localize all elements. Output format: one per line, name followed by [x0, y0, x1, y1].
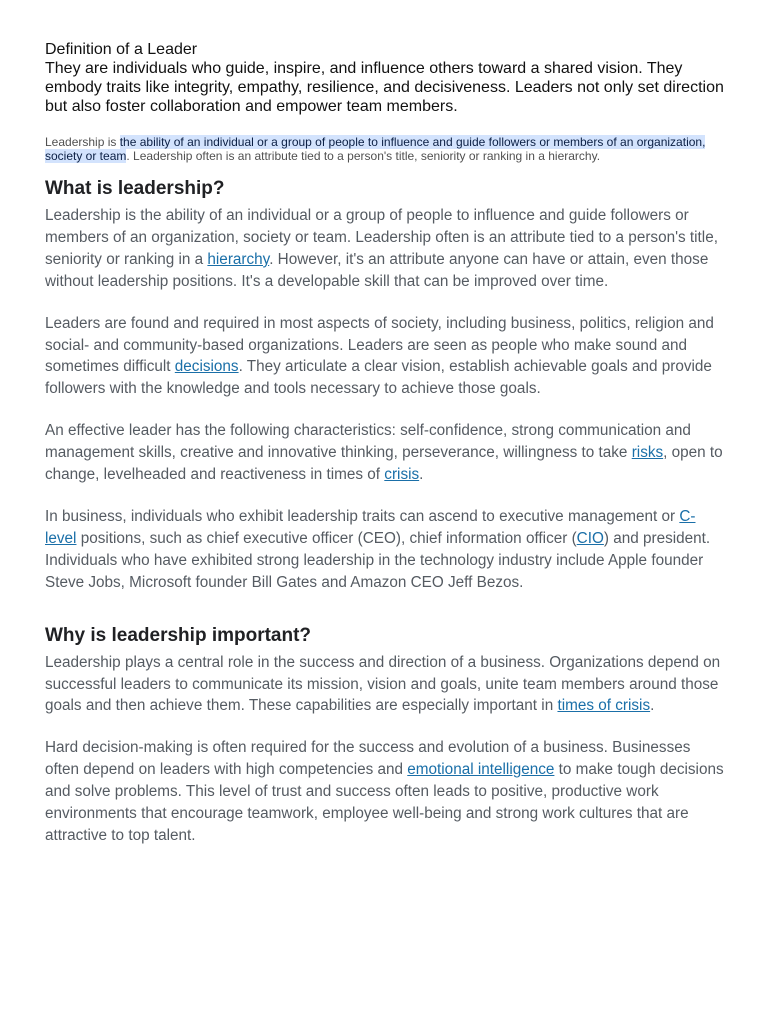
search-snippet [45, 135, 725, 163]
link-c-level[interactable]: C-level [45, 507, 696, 547]
link-crisis[interactable]: crisis [384, 466, 420, 484]
paragraph-text: Leadership plays a central role in the success and direction of a business. Organizations depend on successful leaders to communicate its mission, vision and goals, unite team members around those goals and then achieve them. These capabilities are especially important in [45, 653, 721, 715]
link-risks[interactable]: risks [631, 444, 664, 462]
paragraph-3 [45, 420, 725, 486]
paragraph-text: to make tough decisions and solve problems. This level of trust and success often leads to positive, productive work environments that encourage teamwork, employee well-being and strong work cultures that are attractive to top talent. [45, 761, 724, 844]
link-cio[interactable]: CIO [576, 529, 604, 547]
snippet-suffix: . Leadership often is an attribute tied to a person's title, seniority or ranking in a hierarchy. [126, 149, 601, 163]
paragraph-4 [45, 506, 725, 594]
heading-why-leadership-important: Why is leadership important? [45, 624, 312, 646]
link-hierarchy[interactable]: hierarchy [207, 250, 270, 268]
paragraph-text: Hard decision-making is often required for the success and evolution of a business. Businesses often depend on leaders with high competencies and [45, 739, 691, 779]
paragraph-5 [45, 652, 725, 718]
paragraph-text: In business, individuals who exhibit leadership traits can ascend to executive management or [45, 507, 680, 525]
paragraph-text: An effective leader has the following characteristics: self-confidence, strong communication and management skills, creative and innovative thinking, perseverance, willingness to take [45, 422, 691, 462]
paragraph-text: positions, such as chief executive officer (CEO), chief information officer ( [76, 529, 577, 547]
definition-body: They are individuals who guide, inspire, and influence others toward a shared vision. They embody traits like integrity, empathy, resilience, and decisiveness. Leaders not only set direction but also foster collaboration and empower team members. [45, 60, 724, 115]
link-emotional-intelligence[interactable]: emotional intelligence [407, 761, 555, 779]
paragraph-text: Leadership is the ability of an individual or a group of people to influence and guide followers or members of an organization, society or team. Leadership often is an attribute tied to a person's title, seniority or ranking in a [45, 207, 718, 268]
paragraph-text: ) and president. Individuals who have exhibited strong leadership in the technology industry include Apple founder Steve Jobs, Microsoft founder Bill Gates and Amazon CEO Jeff Bezos. [45, 529, 711, 591]
paragraph-text: . [650, 697, 655, 715]
paragraph-1 [45, 205, 725, 293]
heading-what-is-leadership: What is leadership? [45, 178, 225, 199]
link-times-of-crisis[interactable]: times of crisis [557, 697, 651, 715]
paragraph-text: , open to change, levelheaded and reactiveness in times of [45, 444, 723, 484]
paragraph-text: . However, it's an attribute anyone can have or attain, even those without leadership positions. It's a developable skill that can be improved over time. [45, 250, 709, 290]
paragraph-2 [45, 313, 725, 401]
paragraph-text: . [419, 466, 424, 484]
snippet-prefix: Leadership is [45, 135, 120, 149]
definition-title: Definition of a Leader [45, 41, 198, 58]
paragraph-text: Leaders are found and required in most aspects of society, including business, politics, religion and social- and community-based organizations. Leaders are seen as people who make sound and sometimes difficult [45, 314, 714, 376]
snippet-highlight: the ability of an individual or a group of people to influence and guide followers or members of an organization, society or team [45, 135, 706, 163]
paragraph-text: . They articulate a clear vision, establish achievable goals and provide followers with the knowledge and tools necessary to achieve those goals. [45, 358, 712, 398]
paragraph-6 [45, 737, 725, 847]
link-decisions[interactable]: decisions [174, 358, 239, 376]
